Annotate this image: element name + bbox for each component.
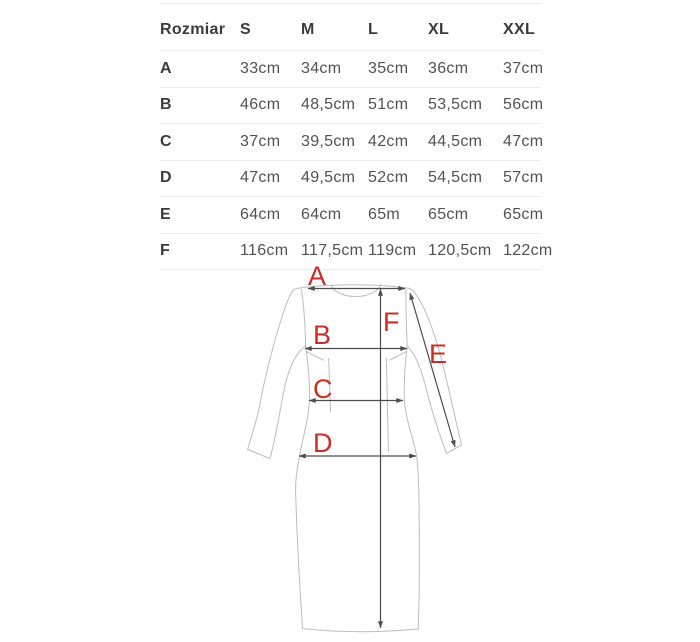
column-header-rozmiar: Rozmiar [160, 21, 226, 38]
column-header-xxl: XXL [503, 21, 536, 38]
size-cell: 46cm [240, 96, 281, 114]
size-cell: 34cm [301, 59, 342, 77]
size-cell: 42cm [368, 132, 409, 150]
size-cell: 47cm [240, 169, 281, 187]
measure-label-b: B [313, 320, 332, 350]
underbust-seam-left [306, 351, 323, 360]
size-cell: 33cm [240, 59, 281, 77]
table-row-e [160, 197, 544, 234]
table-row-c [160, 124, 544, 161]
measure-label-f: F [383, 307, 400, 337]
row-label: D [160, 169, 172, 187]
size-cell: 119cm [368, 242, 417, 260]
measure-arrow-e [410, 293, 455, 447]
measure-label-c: C [313, 374, 333, 404]
underbust-seam-right [390, 351, 407, 360]
size-cell: 122cm [503, 242, 553, 260]
measure-label-d: D [313, 428, 333, 458]
size-cell: 65cm [428, 205, 469, 223]
row-label: A [160, 59, 172, 77]
size-cell: 116cm [240, 242, 289, 260]
column-header-m: M [301, 21, 315, 38]
dress-measurement-diagram [0, 256, 700, 642]
size-cell: 49,5cm [301, 169, 356, 187]
size-cell: 65m [368, 205, 401, 223]
size-cell: 57cm [503, 169, 544, 187]
size-cell: 37cm [240, 132, 281, 150]
size-cell: 37cm [503, 59, 544, 77]
column-header-l: L [368, 21, 379, 38]
row-label: B [160, 96, 172, 114]
size-cell: 51cm [368, 96, 409, 114]
size-cell: 48,5cm [301, 96, 356, 114]
size-cell: 64cm [240, 205, 281, 223]
column-header-xl: XL [428, 21, 450, 38]
size-cell: 44,5cm [428, 132, 483, 150]
table-row-a [160, 51, 544, 88]
row-label: C [160, 132, 172, 150]
size-cell: 39,5cm [301, 132, 356, 150]
size-cell: 35cm [368, 59, 409, 77]
size-cell: 117,5cm [301, 242, 364, 260]
measure-label-a: A [308, 261, 327, 291]
measure-label-e: E [429, 339, 448, 369]
size-cell: 36cm [428, 59, 469, 77]
column-header-s: S [240, 21, 251, 38]
size-cell: 54,5cm [428, 169, 483, 187]
size-cell: 65cm [503, 205, 544, 223]
armhole-seam-right [406, 289, 407, 346]
size-table [160, 3, 553, 270]
row-label: F [160, 242, 171, 260]
size-cell: 64cm [301, 205, 342, 223]
table-row-b [160, 88, 544, 125]
dart-line-right [386, 359, 388, 452]
row-label: E [160, 205, 171, 223]
size-cell: 47cm [503, 132, 544, 150]
neckline [331, 284, 381, 296]
size-cell: 53,5cm [428, 96, 483, 114]
armhole-seam-left [301, 289, 305, 346]
size-cell: 120,5cm [428, 242, 492, 260]
size-cell: 52cm [368, 169, 409, 187]
table-row-d [160, 161, 544, 198]
size-cell: 56cm [503, 96, 544, 114]
table-header-row [160, 4, 541, 51]
